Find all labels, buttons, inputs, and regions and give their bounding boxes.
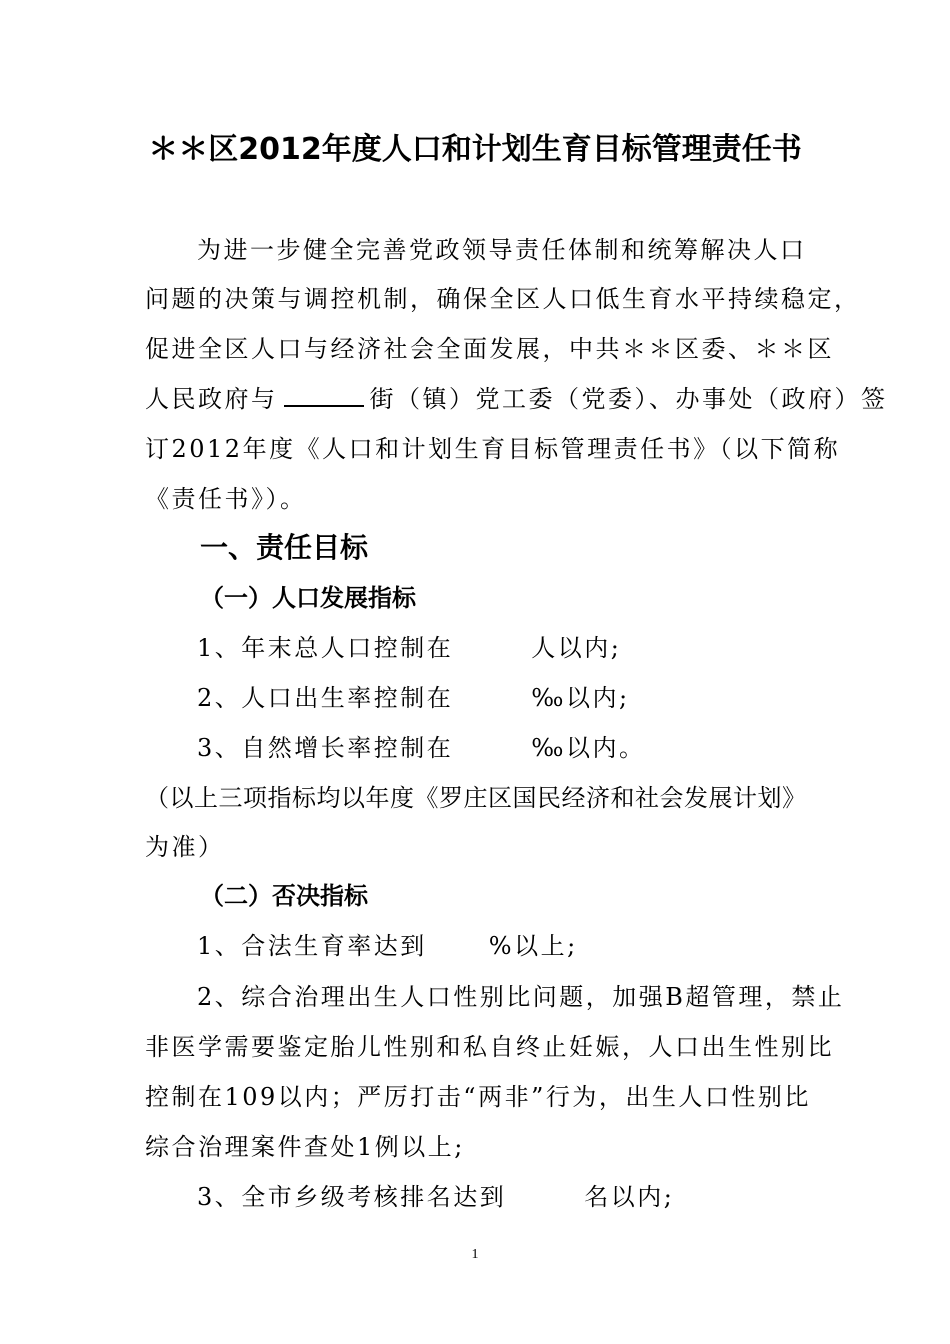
intro-line-2: 问题的决策与调控机制，确保全区人口低生育水平持续稳定，	[145, 285, 861, 313]
population-item-3-label: 3、自然增长率控制在	[197, 734, 454, 762]
intro-line-6: 《责任书》）。	[145, 485, 307, 513]
intro-line-4	[145, 381, 888, 417]
population-item-1	[197, 630, 621, 666]
intro-line-5: 订2012年度《人口和计划生育目标管理责任书》（以下简称	[145, 435, 841, 463]
veto-item-2-line-2: 非医学需要鉴定胎儿性别和私自终止妊娠，人口出生性别比	[145, 1033, 834, 1061]
intro-line-4-start: 人民政府与	[145, 385, 278, 413]
veto-item-1	[197, 928, 578, 964]
population-item-2	[197, 680, 630, 716]
section-heading-targets: 一、责任目标	[200, 531, 369, 564]
veto-item-1-unit: %以上;	[488, 932, 578, 960]
page-number: 1	[471, 1247, 479, 1262]
document-title: ＊＊区2012年度人口和计划生育目标管理责任书	[148, 132, 802, 167]
veto-item-3-label: 3、全市乡级考核排名达到	[197, 1183, 507, 1211]
population-note-line-2: 为准）	[145, 833, 225, 861]
population-item-2-label: 2、人口出生率控制在	[197, 684, 454, 712]
veto-item-2-line-3: 控制在109以内；严厉打击“两非”行为，出生人口性别比	[145, 1083, 811, 1111]
veto-item-2-line-1: 2、综合治理出生人口性别比问题，加强B超管理，禁止	[197, 983, 845, 1011]
subsection-heading-population: （一）人口发展指标	[200, 584, 416, 612]
population-item-2-unit: ‰以内;	[531, 684, 630, 712]
population-item-3-unit: ‰以内。	[531, 734, 646, 762]
street-name-blank	[284, 381, 364, 407]
intro-line-1: 为进一步健全完善党政领导责任体制和统筹解决人口	[197, 236, 807, 264]
veto-item-2-line-4: 综合治理案件查处1例以上;	[145, 1133, 465, 1161]
population-item-3	[197, 730, 645, 766]
veto-item-3-unit: 名以内;	[584, 1183, 675, 1211]
subsection-heading-veto: （二）否决指标	[200, 882, 368, 910]
intro-line-4-end: 街（镇）党工委（党委）、办事处（政府）签	[369, 385, 888, 413]
population-note-line-1: （以上三项指标均以年度《罗庄区国民经济和社会发展计划》	[145, 784, 807, 812]
veto-item-1-label: 1、合法生育率达到	[197, 932, 427, 960]
population-item-1-unit: 人以内;	[531, 634, 622, 662]
veto-item-3	[197, 1179, 674, 1215]
intro-line-3: 促进全区人口与经济社会全面发展，中共＊＊区委、＊＊区	[145, 335, 834, 363]
population-item-1-label: 1、年末总人口控制在	[197, 634, 454, 662]
